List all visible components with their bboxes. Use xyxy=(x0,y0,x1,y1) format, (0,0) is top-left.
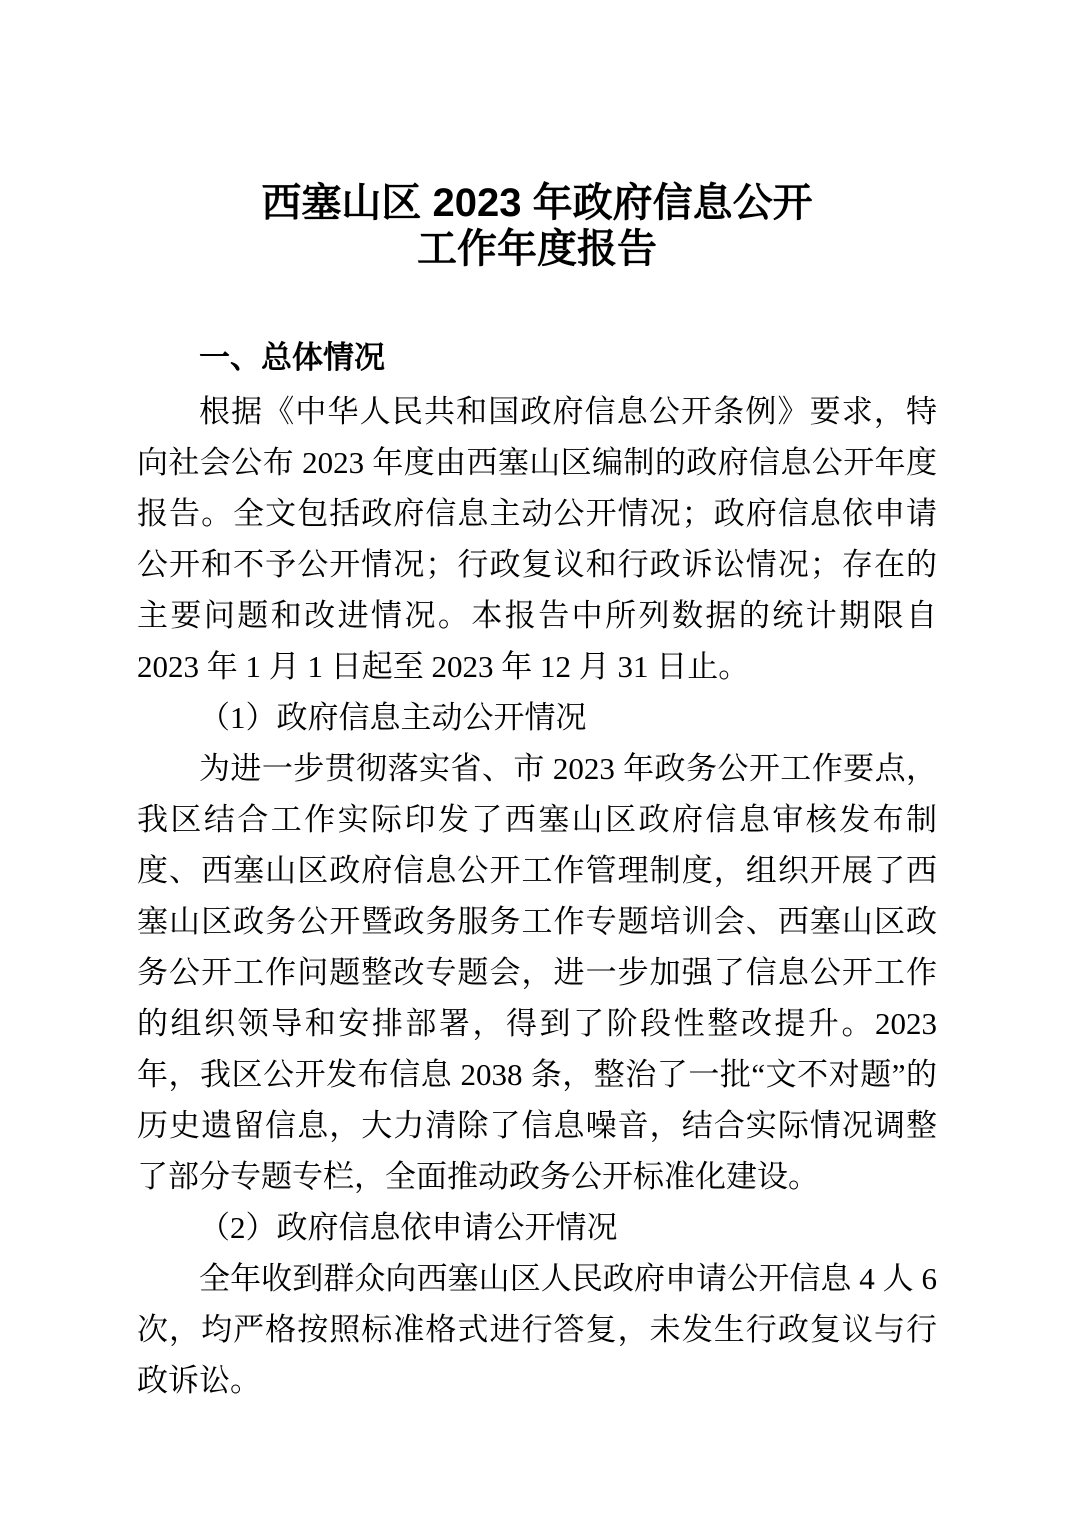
title-line-2: 工作年度报告 xyxy=(417,227,657,271)
paragraph-disclosure-upon-request: 全年收到群众向西塞山区人民政府申请公开信息 4 人 6 次，均严格按照标准格式进行答复，未发生行政复议与行政诉讼。 xyxy=(137,1261,937,1398)
paragraph-overview: 根据《中华人民共和国政府信息公开条例》要求，特向社会公布 2023 年度由西塞山区编制的政府信息公开年度报告。全文包括政府信息主动公开情况；政府信息依申请公开和不予公开情况；行政复议和行政诉讼情况；存在的主要问题和改进情况。本报告中所列数据的统计期限自 2023 年 1 月 1 日起至 2023 年 12 月 31 日止。 xyxy=(137,394,937,684)
title-line-1: 西塞山区 2023 年政府信息公开 xyxy=(261,181,813,225)
document-title xyxy=(137,0,937,272)
section-heading-overall-situation: 一、总体情况 xyxy=(199,340,385,375)
subheading-disclosure-upon-request: （2）政府信息依申请公开情况 xyxy=(199,1210,618,1245)
paragraph-proactive-disclosure: 为进一步贯彻落实省、市 2023 年政务公开工作要点，我区结合工作实际印发了西塞山区政府信息审核发布制度、西塞山区政府信息公开工作管理制度，组织开展了西塞山区政务公开暨政务服务工作专题培训会、西塞山区政务公开工作问题整改专题会，进一步加强了信息公开工作的组织领导和安排部署，得到了阶段性整改提升。2023 年，我区公开发布信息 2038 条，整治了一批“文不对题”的历史遗留信息，大力清除了信息噪音，结合实际情况调整了部分专题专栏，全面推动政务公开标准化建设。 xyxy=(137,751,937,1194)
subheading-proactive-disclosure: （1）政府信息主动公开情况 xyxy=(199,700,587,735)
